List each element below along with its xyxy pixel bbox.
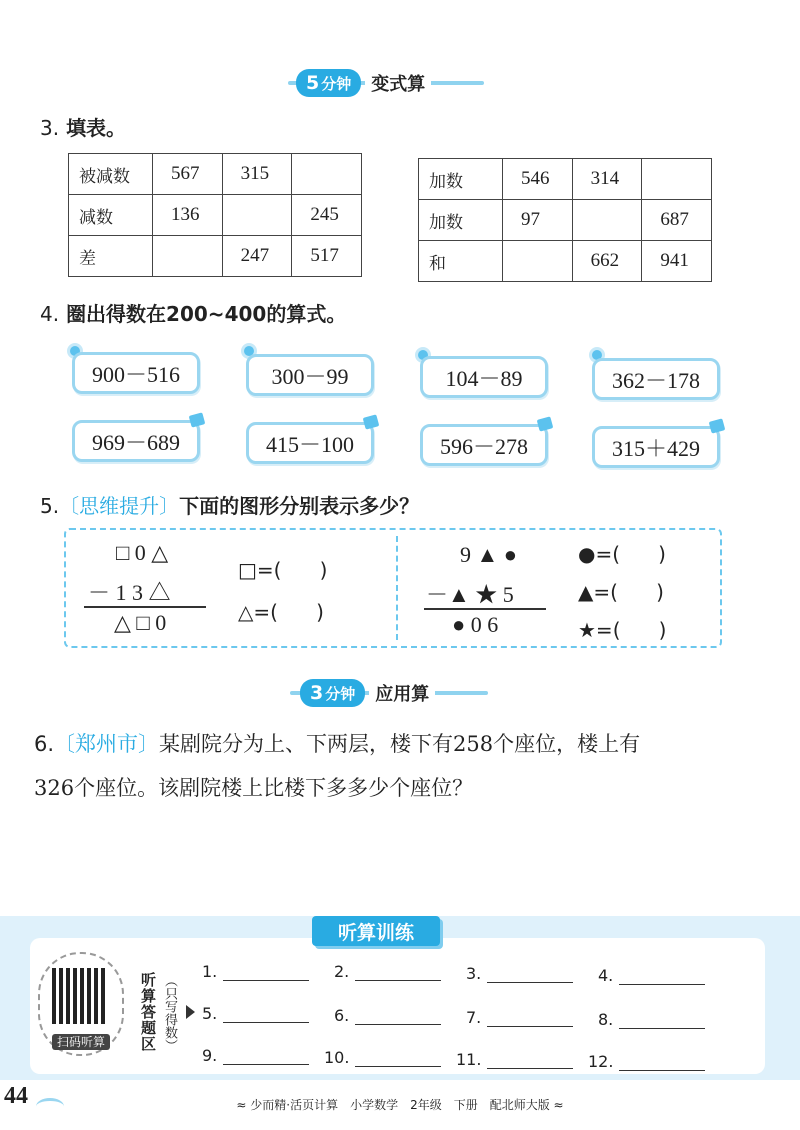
expression-card[interactable]: 300－99: [246, 354, 374, 396]
city-tag: 〔郑州市〕: [54, 732, 160, 756]
puzzle-row: － 1 3 △: [88, 580, 171, 605]
triangle-filled-answer[interactable]: ▲=( ): [578, 580, 664, 604]
answer-slot[interactable]: 1.: [202, 962, 309, 981]
table-row: 减数 136 245: [69, 195, 362, 236]
listening-title: 听算训练: [312, 916, 440, 946]
subtraction-table: [68, 153, 362, 277]
addition-table: [418, 158, 712, 282]
question-5: 5.〔思维提升〕下面的图形分别表示多少？: [40, 494, 420, 518]
answer-note: （只写得数）: [162, 974, 177, 1052]
divider: [424, 608, 546, 610]
time-badge: 3 分钟: [300, 679, 365, 707]
answer-slot[interactable]: 6.: [334, 1006, 441, 1025]
answer-area-label: 听算答题区: [139, 972, 157, 1052]
answer-slot[interactable]: 10.: [324, 1048, 441, 1067]
question-line: 6.〔郑州市〕某剧院分为上、下两层，楼下有258个座位，楼上有: [34, 732, 641, 756]
footer-text: ≈ 少而精·活页计算 小学数学 2年级 下册 配北师大版 ≈: [236, 1098, 564, 1112]
time-badge: 5 分钟: [296, 69, 361, 97]
expression-card[interactable]: 969－689: [72, 420, 200, 462]
table-row: 和 662 941: [419, 241, 712, 282]
table-row: 差 247 517: [69, 236, 362, 277]
table-row: 加数 546 314: [419, 159, 712, 200]
clip-icon: [363, 414, 380, 429]
question-4: 4. 圈出得数在200~400的算式。: [40, 302, 347, 326]
question-3: 3. 填表。: [40, 116, 127, 140]
question-6: [34, 722, 734, 810]
clip-icon: [189, 412, 206, 427]
expression-card[interactable]: 415－100: [246, 422, 374, 464]
answer-slot[interactable]: 4.: [598, 966, 705, 985]
page-number: 44: [4, 1083, 28, 1109]
section-title: 变式算: [365, 70, 431, 96]
answer-slot[interactable]: 5.: [202, 1004, 309, 1023]
star-answer[interactable]: ★=( ): [578, 618, 667, 642]
answer-slot[interactable]: 2.: [334, 962, 441, 981]
expression-card[interactable]: 900－516: [72, 352, 200, 394]
qr-code-icon[interactable]: [52, 968, 108, 1024]
expression-card[interactable]: 315＋429: [592, 426, 720, 468]
clip-icon: [537, 416, 554, 431]
answer-slot[interactable]: 3.: [466, 964, 573, 983]
expression-card[interactable]: 596－278: [420, 424, 548, 466]
answer-slot[interactable]: 7.: [466, 1008, 573, 1027]
play-arrow-icon: [186, 1005, 195, 1019]
expression-card[interactable]: 104－89: [420, 356, 548, 398]
puzzle-row: △ □ 0: [114, 610, 167, 635]
answer-slot[interactable]: 9.: [202, 1046, 309, 1065]
square-answer[interactable]: □=( ): [238, 558, 328, 582]
divider: [396, 536, 398, 640]
puzzle-row: ● 0 6: [452, 612, 499, 637]
section-banner-variation: [296, 70, 486, 96]
puzzle-row: □ 0 △: [116, 540, 169, 565]
clip-icon: [709, 418, 726, 433]
scan-label[interactable]: 扫码听算: [52, 1034, 110, 1050]
question-line: 326个座位。该剧院楼上比楼下多多少个座位？: [34, 776, 474, 800]
answer-slot[interactable]: 12.: [588, 1052, 705, 1071]
triangle-answer[interactable]: △=( ): [238, 600, 324, 624]
answer-slot[interactable]: 11.: [456, 1050, 573, 1069]
puzzle-row: －▲ ★ 5: [426, 582, 514, 607]
table-row: 被减数 567 315: [69, 154, 362, 195]
expression-card[interactable]: 362－178: [592, 358, 720, 400]
thinking-tag: 〔思维提升〕: [59, 494, 180, 518]
answer-slot[interactable]: 8.: [598, 1010, 705, 1029]
shape-puzzle-box: [64, 528, 722, 648]
section-title: 应用算: [369, 680, 435, 706]
table-row: 加数 97 687: [419, 200, 712, 241]
divider: [84, 606, 206, 608]
section-banner-application: [300, 680, 490, 706]
puzzle-row: 9 ▲ ●: [460, 542, 518, 567]
circle-answer[interactable]: ●=( ): [578, 542, 666, 566]
